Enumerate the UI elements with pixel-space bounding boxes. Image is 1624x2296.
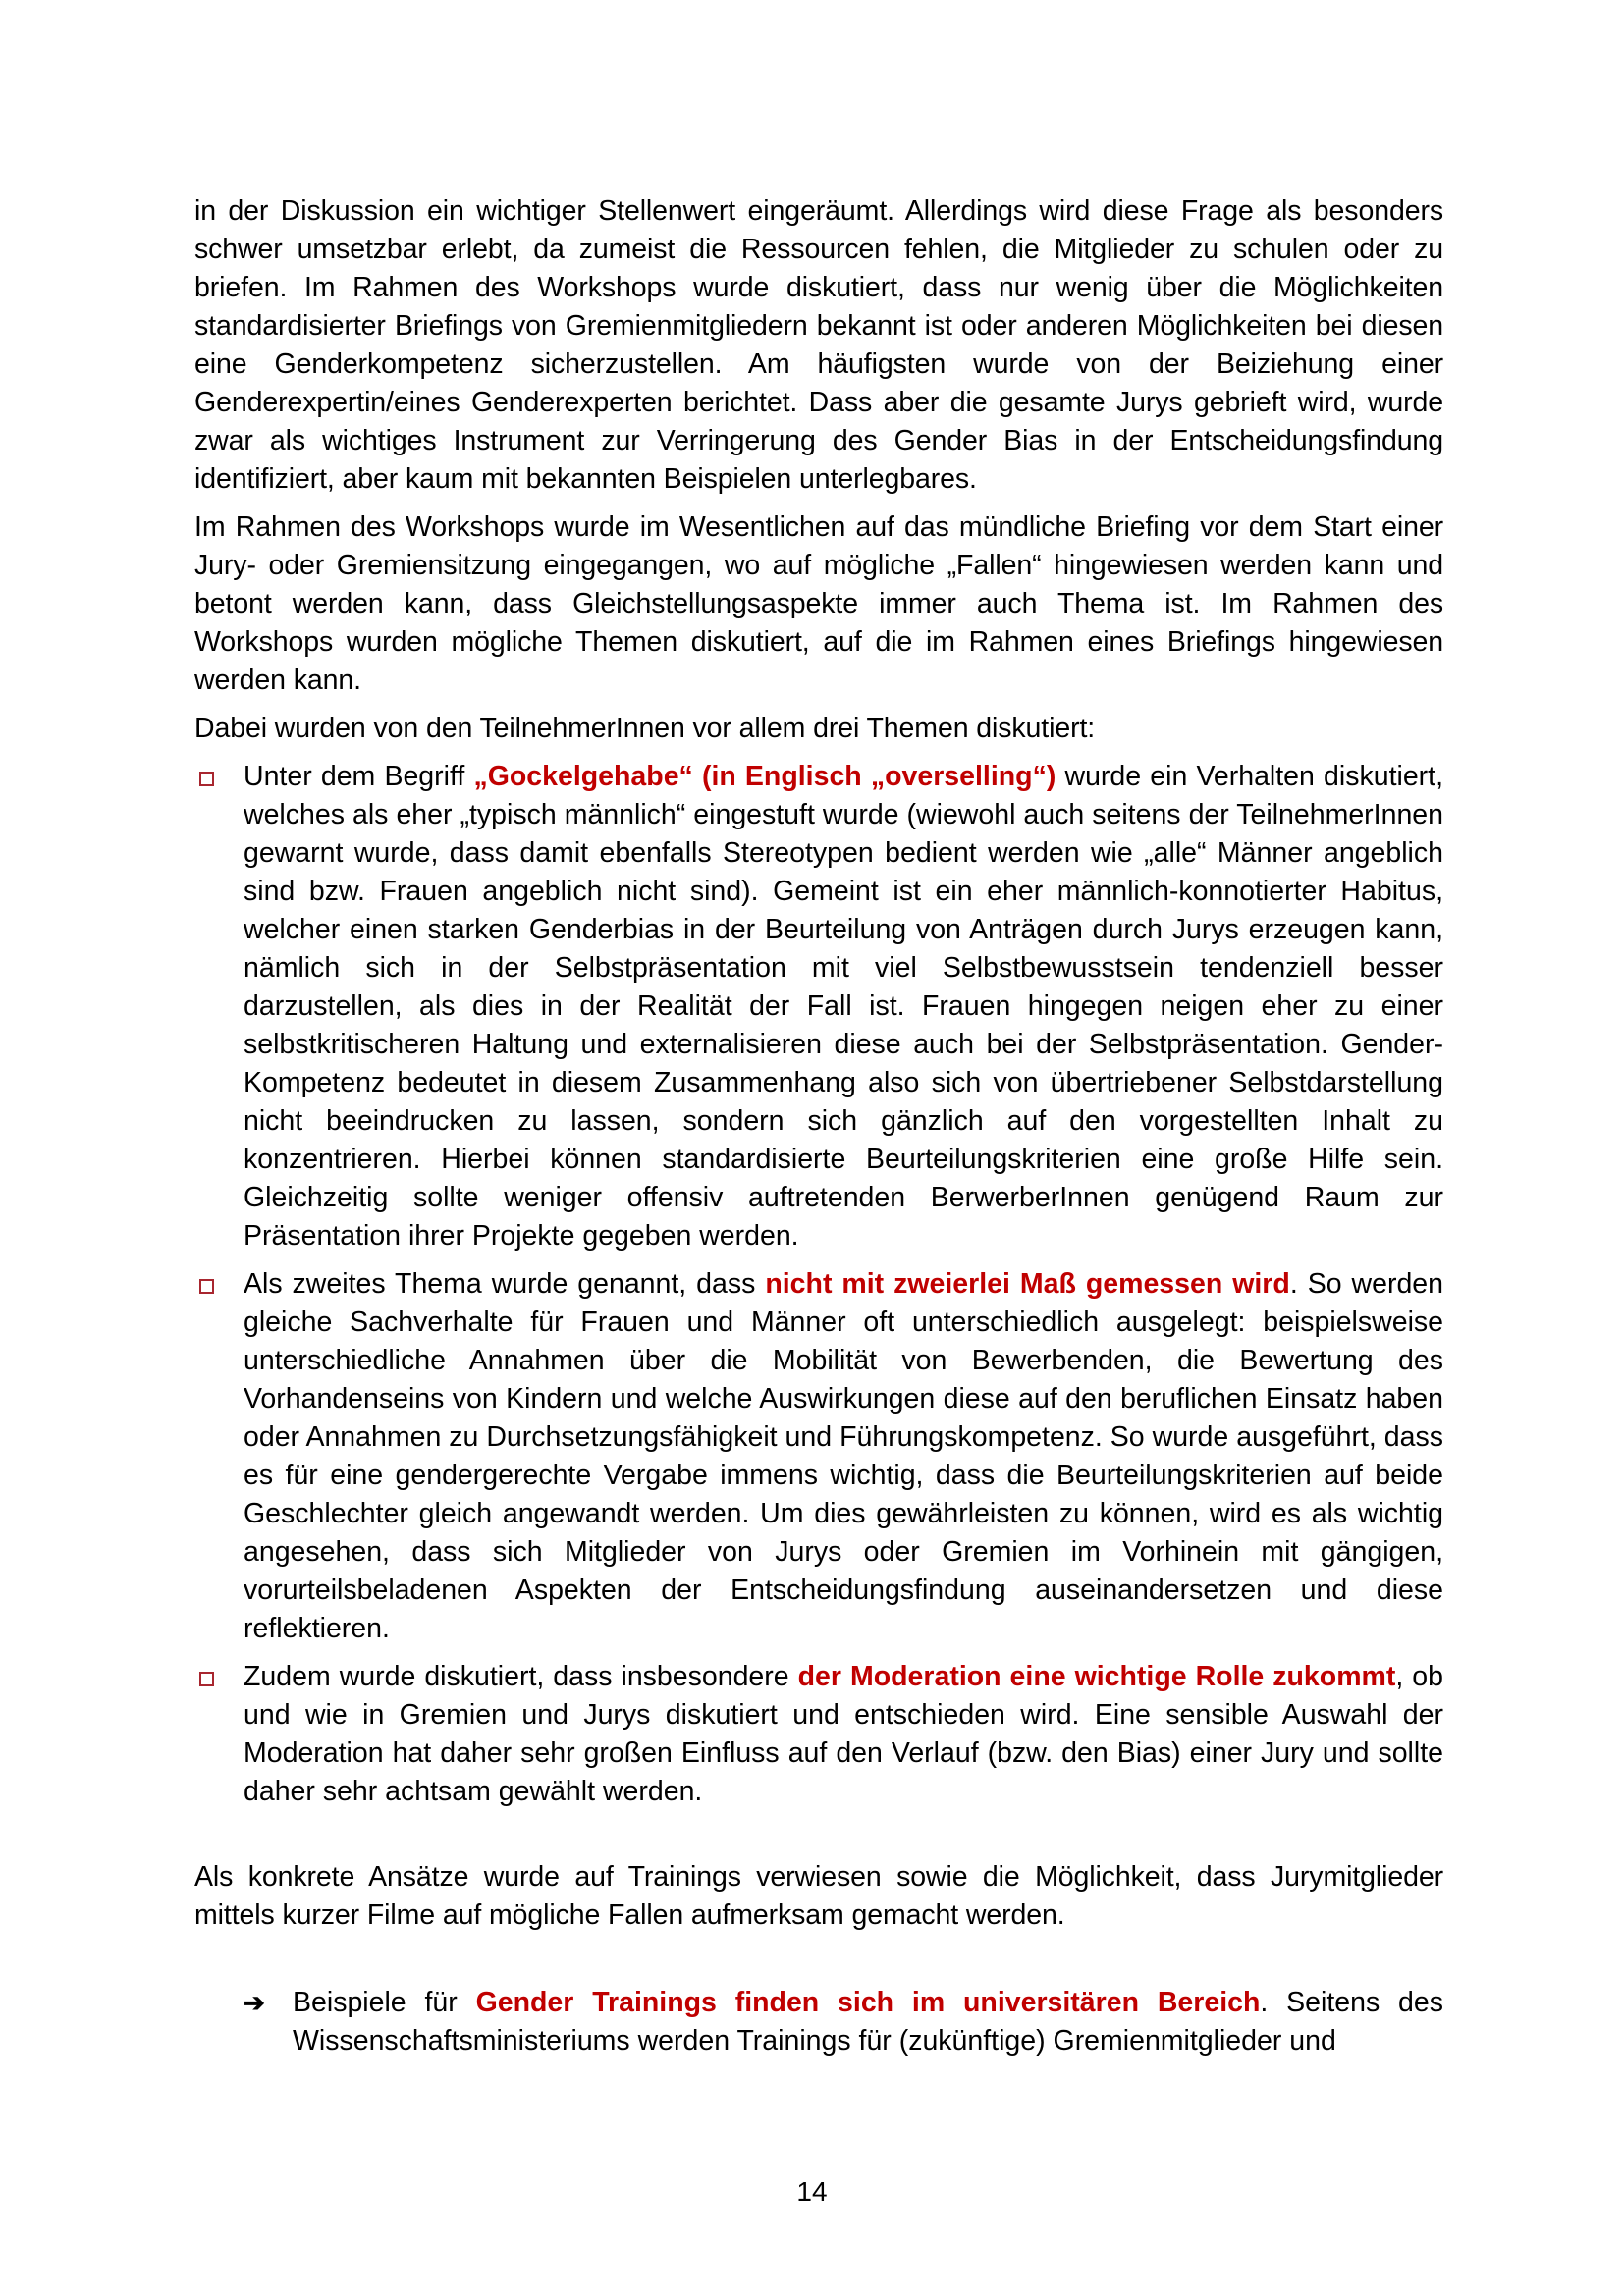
square-bullet-icon	[199, 1279, 214, 1294]
document-page	[194, 192, 1443, 2060]
paragraph-concrete-approaches: Als konkrete Ansätze wurde auf Trainings verwiesen sowie die Möglichkeit, dass Jurymitglieder mittels kurzer Filme auf mögliche Fallen aufmerksam gemacht werden.	[194, 1861, 1443, 1931]
list-item	[194, 1265, 1443, 1648]
bullet-highlight: nicht mit zweierlei Maß gemessen wird	[765, 1268, 1290, 1300]
paragraph-briefing-intro: in der Diskussion ein wichtiger Stellenwert eingeräumt. Allerdings wird diese Frage als besonders schwer umsetzbar erlebt, da zumeist die Ressourcen fehlen, die Mitglieder zu schulen oder zu briefen. Im Rahmen des Workshops wurde diskutiert, dass nur wenig über die Möglichkeiten standardisierter Briefings von Gremienmitgliedern bekannt ist oder anderen Möglichkeiten bei diesen eine Genderkompetenz sicherzustellen. Am häufigsten wurde von der Beiziehung einer Genderexpertin/eines Genderexperten berichtet. Dass aber die gesamte Jurys gebrieft wird, wurde zwar als wichtiges Instrument zur Verringerung des Gender Bias in der Entscheidungsfindung identifiziert, aber kaum mit bekannten Beispielen unterlegbares.	[194, 195, 1443, 495]
arrow-list-item	[244, 1984, 1443, 2060]
list-item	[194, 1658, 1443, 1811]
bullet-text-after: , ob und wie in Gremien und Jurys diskutiert und entschieden wird. Eine sensible Auswahl der Moderation hat daher sehr großen Einfluss auf den Verlauf (bzw. den Bias) einer Jury und sollte daher sehr achtsam gewählt werden.	[244, 1661, 1443, 1807]
paragraph-three-topics: Dabei wurden von den TeilnehmerInnen vor allem drei Themen diskutiert:	[194, 713, 1096, 744]
arrow-text-after: . Seitens des Wissenschaftsministeriums werden Trainings für (zukünftige) Gremienmitglieder und	[293, 1987, 1443, 2056]
bullet-text-before: Unter dem Begriff	[244, 761, 474, 792]
bullet-text-before: Zudem wurde diskutiert, dass insbesondere	[244, 1661, 798, 1692]
arrow-highlight: Gender Trainings finden sich im universitären Bereich	[475, 1987, 1261, 2018]
arrow-text-before: Beispiele für	[293, 1987, 476, 2018]
bullet-text-after: wurde ein Verhalten diskutiert, welches als eher „typisch männlich“ eingestuft wurde (wiewohl auch seitens der TeilnehmerInnen gewarnt wurde, dass damit ebenfalls Stereotypen bedient werden wie „alle“ Männer angeblich sind bzw. Frauen angeblich nicht sind). Gemeint ist ein eher männlich-konnotierter Habitus, welcher einen starken Genderbias in der Beurteilung von Anträgen durch Jurys erzeugen kann, nämlich sich in der Selbstpräsentation mit viel Selbstbewusstsein tendenziell besser darzustellen, als dies in der Realität der Fall ist. Frauen hingegen neigen eher zu einer selbstkritischeren Haltung und externalisieren diese auch bei der Selbstpräsentation. Gender-Kompetenz bedeutet in diesem Zusammenhang also sich von übertriebener Selbstdarstellung nicht beeindrucken zu lassen, sondern sich gänzlich auf den vorgestellten Inhalt zu konzentrieren. Hierbei können standardisierte Beurteilungskriterien eine große Hilfe sein. Gleichzeitig sollte weniger offensiv auftretenden BerwerberInnen genügend Raum zur Präsentation ihrer Projekte gegeben werden.	[244, 761, 1444, 1252]
bullet-highlight: der Moderation eine wichtige Rolle zukommt	[797, 1661, 1396, 1692]
square-bullet-icon	[199, 772, 214, 786]
bullet-text-after: . So werden gleiche Sachverhalte für Frauen und Männer oft unterschiedlich ausgelegt: beispielsweise unterschiedliche Annahmen über die Mobilität von Bewerbenden, die Bewertung des Vorhandenseins von Kindern und welche Auswirkungen diese auf den beruflichen Einsatz haben oder Annahmen zu Durchsetzungsfähigkeit und Führungskompetenz. So wurde ausgeführt, dass es für eine gendergerechte Vergabe immens wichtig, dass die Beurteilungskriterien auf beide Geschlechter gleich angewandt werden. Um dies gewährleisten zu können, wird es als wichtig angesehen, dass sich Mitglieder von Jurys oder Gremien im Vorhinein mit gängigen, vorurteilsbeladenen Aspekten der Entscheidungsfindung auseinandersetzen und diese reflektieren.	[244, 1268, 1443, 1644]
spacer	[194, 1945, 1443, 1984]
bullet-highlight: „Gockelgehabe“ (in Englisch „overselling“)	[473, 761, 1056, 792]
bullet-text-before: Als zweites Thema wurde genannt, dass	[244, 1268, 766, 1300]
topic-list	[194, 758, 1443, 1811]
list-item	[194, 758, 1443, 1255]
arrow-right-icon: ➔	[244, 1988, 265, 2017]
page-number: 14	[796, 2176, 828, 2207]
square-bullet-icon	[199, 1672, 214, 1686]
spacer	[194, 1821, 1443, 1858]
paragraph-workshop-briefing: Im Rahmen des Workshops wurde im Wesentlichen auf das mündliche Briefing vor dem Start einer Jury- oder Gremiensitzung eingegangen, wo auf mögliche „Fallen“ hingewiesen werden kann und betont werden kann, dass Gleichstellungsaspekte immer auch Thema ist. Im Rahmen des Workshops wurden mögliche Themen diskutiert, auf die im Rahmen eines Briefings hingewiesen werden kann.	[194, 511, 1443, 696]
